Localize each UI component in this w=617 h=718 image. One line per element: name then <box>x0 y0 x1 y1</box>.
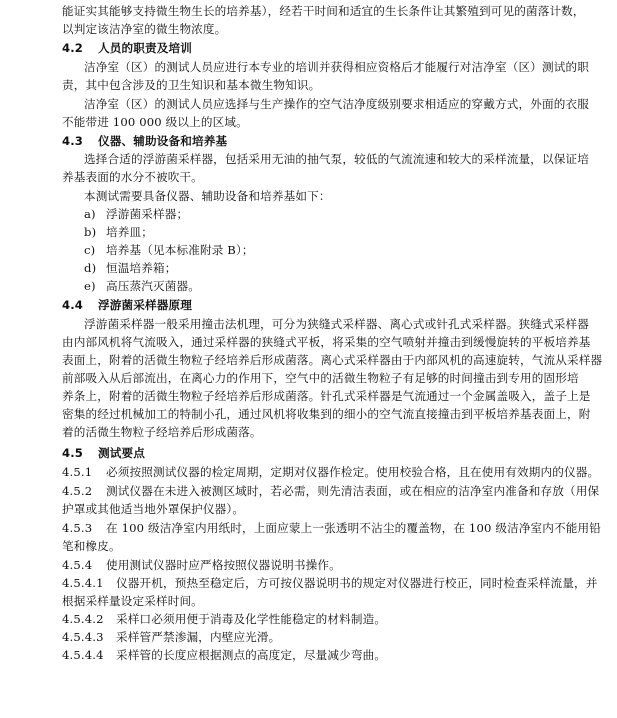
clause-text: 在 100 级洁净室内用纸时，上面应蒙上一张透明不沾尘的覆盖物，在 100 级洁净室内不能用铅 <box>106 521 602 535</box>
clause-text: 采样口必须用便于消毒及化学性能稳定的材料制造。 <box>116 612 387 626</box>
text-line: 选择合适的浮游菌采样器，包括采用无油的抽气泵，较低的气流流速和较大的采样流量，以保证培 <box>84 152 589 166</box>
list-marker: d) <box>84 261 97 275</box>
clause-4-5-2 <box>62 484 599 498</box>
list-marker: e) <box>84 279 96 293</box>
text-line: 养条上，附着的活微生物粒子经培养后形成菌落。针孔式采样器是气流通过一个金属盖吸入，盖子上是 <box>62 389 591 403</box>
section-heading-4-5 <box>62 446 145 460</box>
list-text: 高压蒸汽灭菌器。 <box>106 279 200 293</box>
section-title: 浮游菌采样器原理 <box>98 298 192 312</box>
text-line: 笔和橡皮。 <box>62 539 121 553</box>
text-line: 洁净室（区）的测试人员应选择与生产操作的空气洁净度级别要求相适应的穿戴方式，外面的衣服 <box>84 97 589 111</box>
clause-4-5-4-1 <box>62 576 598 590</box>
text-line: 根据采样量设定采样时间。 <box>62 594 203 608</box>
list-item <box>84 243 254 257</box>
list-marker: c) <box>84 243 96 257</box>
list-item <box>84 279 200 293</box>
text-line: 以判定该洁净室的微生物浓度。 <box>62 22 227 36</box>
clause-text: 采样管严禁渗漏，内壁应光滑。 <box>116 630 281 644</box>
clause-number: 4.5.4 <box>62 558 93 572</box>
list-item <box>84 225 153 239</box>
list-marker: b) <box>84 225 97 239</box>
clause-text: 采样管的长度应根据测点的高度定，尽量减少弯曲。 <box>116 648 387 662</box>
section-number: 4.5 <box>62 446 83 460</box>
text-line: 责，其中包含涉及的卫生知识和基本微生物知识。 <box>62 78 321 92</box>
list-item <box>84 207 188 221</box>
text-line: 洁净室（区）的测试人员应进行本专业的培训并获得相应资格后才能履行对洁净室（区）测试的职 <box>84 60 589 74</box>
clause-text: 使用测试仪器时应严格按照仪器说明书操作。 <box>106 558 341 572</box>
text-line: 能证实其能够支持微生物生长的培养基），经若干时间和适宜的生长条件让其繁殖到可见的菌落计数， <box>62 4 585 18</box>
section-number: 4.3 <box>62 134 83 148</box>
clause-number: 4.5.4.3 <box>62 630 104 644</box>
clause-4-5-4-3 <box>62 630 280 644</box>
section-heading-4-2 <box>62 41 192 55</box>
clause-number: 4.5.3 <box>62 521 93 535</box>
text-line: 由内部风机将气流吸入，通过采样器的狭缝式平板，将采集的空气喷射并撞击到缓慢旋转的平板培养基 <box>62 335 591 349</box>
clause-text: 必须按照测试仪器的检定周期，定期对仪器作检定。使用校验合格，且在使用有效期内的仪器。 <box>106 465 600 479</box>
clause-4-5-1 <box>62 465 599 479</box>
section-number: 4.2 <box>62 41 83 55</box>
section-title: 人员的职责及培训 <box>98 41 192 55</box>
section-title: 测试要点 <box>98 446 145 460</box>
list-item <box>84 261 176 275</box>
section-heading-4-3 <box>62 134 227 148</box>
clause-text: 测试仪器在未进入被测区域时，若必需，则先清洁表面，或在相应的洁净室内准备和存放（用保 <box>106 484 600 498</box>
text-line: 前部吸入从后部流出，在离心力的作用下，空气中的活微生物粒子有足够的时间撞击到专用的固形培 <box>62 371 579 385</box>
text-line: 本测试需要具备仪器、辅助设备和培养基如下： <box>84 189 331 203</box>
clause-4-5-4 <box>62 558 341 572</box>
section-number: 4.4 <box>62 298 83 312</box>
text-line: 密集的经过机械加工的特制小孔，通过风机将收集到的细小的空气流直接撞击到平板培养基表面上，附 <box>62 407 591 421</box>
clause-4-5-3 <box>62 521 601 535</box>
clause-4-5-4-2 <box>62 612 386 626</box>
text-line: 表面上，附着的活微生物粒子经培养后形成菌落。离心式采样器由于内部风机的高速旋转，气流从采样器 <box>62 353 603 367</box>
list-text: 浮游菌采样器； <box>106 207 189 221</box>
clause-text: 仪器开机，预热至稳定后，方可按仪器说明书的规定对仪器进行校正，同时检查采样流量，并 <box>116 576 598 590</box>
clause-number: 4.5.2 <box>62 484 93 498</box>
text-line: 浮游菌采样器一般采用撞击法机理，可分为狭缝式采样器、离心式或针孔式采样器。狭缝式采样器 <box>84 317 589 331</box>
clause-number: 4.5.4.1 <box>62 576 104 590</box>
text-line: 护罩或其他适当地外罩保护仪器）。 <box>62 502 245 516</box>
list-text: 培养皿； <box>106 225 153 239</box>
text-line: 不能带进 100 000 级以上的区域。 <box>62 115 248 129</box>
list-marker: a) <box>84 207 96 221</box>
clause-number: 4.5.1 <box>62 465 93 479</box>
clause-number: 4.5.4.4 <box>62 648 104 662</box>
section-title: 仪器、辅助设备和培养基 <box>98 134 228 148</box>
clause-number: 4.5.4.2 <box>62 612 104 626</box>
text-line: 着的活微生物粒子经培养后形成菌落。 <box>62 425 262 439</box>
text-line: 养基表面的水分不被吹干。 <box>62 170 203 184</box>
list-text: 培养基（见本标准附录 B）； <box>106 243 254 257</box>
clause-4-5-4-4 <box>62 648 386 662</box>
list-text: 恒温培养箱； <box>106 261 177 275</box>
section-heading-4-4 <box>62 298 192 312</box>
